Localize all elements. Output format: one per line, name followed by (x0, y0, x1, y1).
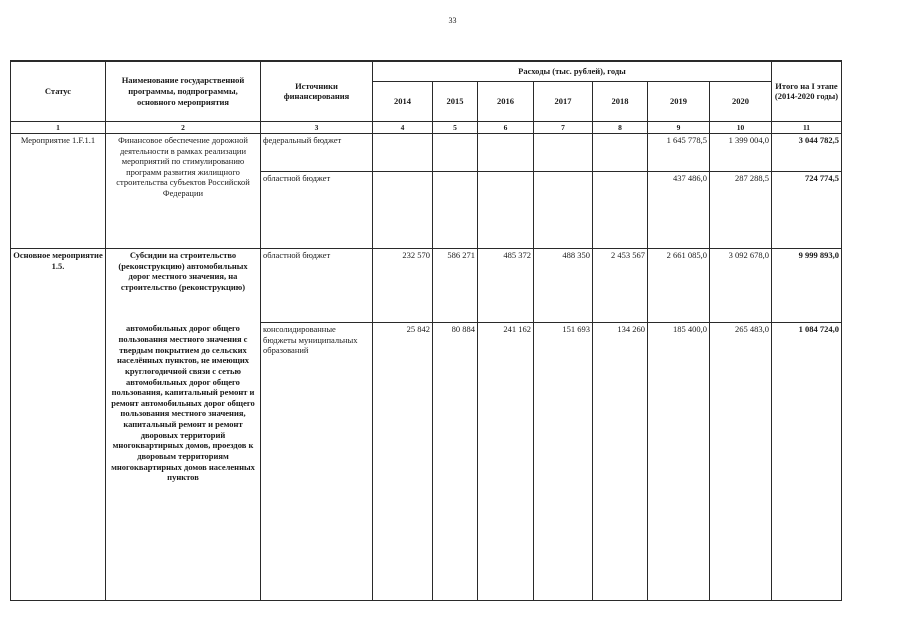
column-number: 8 (593, 121, 648, 133)
value-cell: 2 453 567 (593, 248, 648, 322)
value-cell (478, 133, 534, 171)
value-cell (373, 171, 433, 248)
column-number: 4 (373, 121, 433, 133)
total-cell: 9 999 893,0 (772, 248, 842, 322)
header-row-1 (11, 61, 842, 81)
source-cell: федеральный бюджет (261, 133, 373, 171)
header-year: 2015 (433, 81, 478, 121)
column-number: 11 (772, 121, 842, 133)
value-cell: 134 260 (593, 322, 648, 600)
page-number: 33 (448, 16, 457, 25)
total-cell: 3 044 782,5 (772, 133, 842, 171)
header-year: 2019 (648, 81, 710, 121)
header-total: Итого на I этапе (2014-2020 годы) (772, 61, 842, 121)
source-cell: областной бюджет (261, 248, 373, 322)
total-cell: 724 774,5 (772, 171, 842, 248)
total-cell: 1 084 724,0 (772, 322, 842, 600)
value-cell: 1 645 778,5 (648, 133, 710, 171)
source-cell: областной бюджет (261, 171, 373, 248)
column-number: 10 (710, 121, 772, 133)
value-cell: 185 400,0 (648, 322, 710, 600)
header-year: 2018 (593, 81, 648, 121)
value-cell: 437 486,0 (648, 171, 710, 248)
value-cell: 265 483,0 (710, 322, 772, 600)
value-cell: 80 884 (433, 322, 478, 600)
value-cell (433, 171, 478, 248)
column-number: 3 (261, 121, 373, 133)
value-cell: 586 271 (433, 248, 478, 322)
header-expenses: Расходы (тыс. рублей), годы (373, 61, 772, 81)
column-number: 9 (648, 121, 710, 133)
source-cell: консолидированные бюджеты муниципальных образований (261, 322, 373, 600)
name-cell: автомобильных дорог общего пользования местного значения с твердым покрытием до сельских населённых пунктов, не имеющих круглогодичной связи с сетью автомобильных дорог общего пользования, капитальный ремонт и ремонт автомобильных дорог общего пользования местного значения, капитальный ремонт и ремонт дворовых территорий многоквартирных домов, проездов к дворовым территориям многоквартирных домов населенных пунктов (106, 322, 261, 600)
budget-table (10, 60, 842, 601)
value-cell: 151 693 (534, 322, 593, 600)
table-row (11, 133, 842, 171)
name-cell: Финансовое обеспечение дорожной деятельности в рамках реализации мероприятий по стимулированию программ развития жилищного строительства субъектов Российской Федерации (106, 133, 261, 248)
column-number: 6 (478, 121, 534, 133)
value-cell: 25 842 (373, 322, 433, 600)
header-year: 2020 (710, 81, 772, 121)
value-cell: 485 372 (478, 248, 534, 322)
header-name: Наименование государственной программы, подпрограммы, основного мероприятия (106, 61, 261, 121)
table-row (11, 322, 842, 600)
value-cell: 2 661 085,0 (648, 248, 710, 322)
value-cell (593, 171, 648, 248)
value-cell: 1 399 004,0 (710, 133, 772, 171)
column-number: 5 (433, 121, 478, 133)
header-year: 2017 (534, 81, 593, 121)
column-number: 1 (11, 121, 106, 133)
value-cell: 232 570 (373, 248, 433, 322)
header-year: 2016 (478, 81, 534, 121)
value-cell (534, 133, 593, 171)
status-cell: Основное мероприятие 1.5. (11, 248, 106, 600)
value-cell: 3 092 678,0 (710, 248, 772, 322)
column-number: 2 (106, 121, 261, 133)
value-cell (478, 171, 534, 248)
value-cell: 287 288,5 (710, 171, 772, 248)
table-row (11, 248, 842, 322)
value-cell: 241 162 (478, 322, 534, 600)
value-cell (373, 133, 433, 171)
column-number-row (11, 121, 842, 133)
value-cell (433, 133, 478, 171)
value-cell (534, 171, 593, 248)
value-cell: 488 350 (534, 248, 593, 322)
header-status: Статус (11, 61, 106, 121)
status-cell: Мероприятие 1.F.1.1 (11, 133, 106, 248)
header-sources: Источники финансирования (261, 61, 373, 121)
header-year: 2014 (373, 81, 433, 121)
column-number: 7 (534, 121, 593, 133)
name-cell: Субсидии на строительство (реконструкцию) автомобильных дорог местного значения, на строительство (реконструкцию) (106, 248, 261, 322)
value-cell (593, 133, 648, 171)
